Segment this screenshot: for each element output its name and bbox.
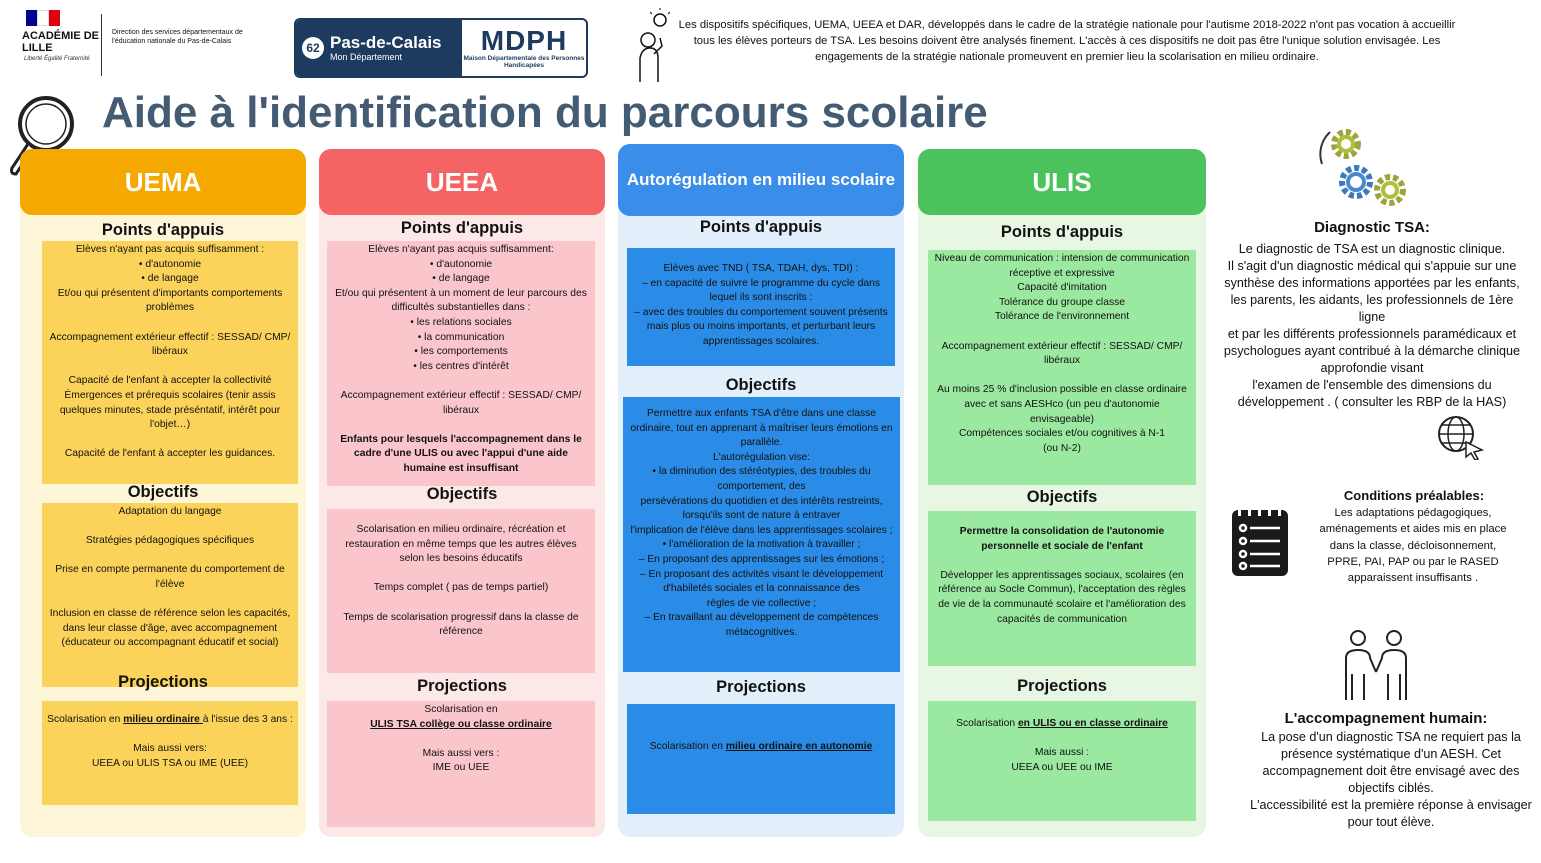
ueea-projections-box xyxy=(327,701,595,827)
text-line xyxy=(332,567,590,582)
text-line: Accompagnement extérieur effectif : SESSAD/ CMP/ libéraux xyxy=(941,340,1183,367)
conditions-title: Conditions préalables: xyxy=(1343,488,1485,503)
ulis-objectifs-list xyxy=(933,554,1191,627)
text-line: l'examen de l'ensemble des dimensions du développement . ( consulter les RBP de la HAS) xyxy=(1237,378,1507,409)
column-header-ulis: ULIS xyxy=(918,149,1206,215)
ulis-points-list xyxy=(933,252,1191,456)
text-line xyxy=(47,433,293,448)
text-line xyxy=(47,593,293,608)
ulis-objectifs-box xyxy=(928,511,1196,666)
text-line: Permettre aux enfants TSA d'être dans une classe ordinaire, tout en apprenant à maîtriser leurs émotions en parallèle. xyxy=(630,408,893,449)
accompagnement-title: L'accompagnement humain: xyxy=(1284,710,1488,727)
text-line: • l'amélioration de la motivation à travailler ; xyxy=(662,539,861,551)
text-line: Elèves n'ayant pas acquis suffisamment: xyxy=(368,244,554,255)
section-title-projections: Projections xyxy=(716,678,806,696)
text-line: • les centres d'intérêt xyxy=(413,360,509,372)
text-line: • d'autonomie xyxy=(429,258,493,270)
text-line: • les relations sociales xyxy=(410,316,512,328)
mdph-fullname: Maison Départementale des Personnes Handicapées xyxy=(463,55,585,69)
text-line xyxy=(47,520,293,535)
republic-motto: Liberté Égalité Fraternité xyxy=(24,56,90,62)
text-line: • de langage xyxy=(141,273,199,285)
auto-points-list xyxy=(632,262,890,350)
two-people-icon xyxy=(1340,628,1412,702)
auto-points-box xyxy=(627,248,895,366)
projection-also: Mais aussi : xyxy=(1034,747,1090,759)
text-line: – En travaillant au développement de compétences métacognitives. xyxy=(644,612,879,638)
column-autoregulation xyxy=(618,144,904,837)
text-line: Adaptation du langage xyxy=(118,506,222,517)
column-uema xyxy=(20,149,306,837)
text-line: Accompagnement extérieur effectif : SESSAD/ CMP/ libéraux xyxy=(340,389,582,416)
text-line: Niveau de communication : intension de communication réceptive et expressive xyxy=(934,253,1190,279)
text-line: • de langage xyxy=(432,273,490,285)
text-line: Le diagnostic de TSA est un diagnostic clinique. xyxy=(1238,242,1506,256)
academie-name: ACADÉMIE DE LILLE xyxy=(22,30,100,54)
text-line: L'autorégulation vise: xyxy=(713,451,810,463)
text-line: Tolérance de l'environnement xyxy=(994,311,1130,323)
dsden-label: Direction des services départementaux de l'éducation nationale du Pas-de-Calais xyxy=(112,29,243,45)
text-line: Émergences et prérequis scolaires (tenir assis quelques minutes, stade préséntatif, intérêt pour l'objet…) xyxy=(59,389,281,431)
text-line xyxy=(47,316,293,331)
accompagnement-text xyxy=(1246,729,1536,831)
ueea-objectifs-box xyxy=(327,509,595,673)
ulis-points-box xyxy=(928,250,1196,485)
projection-highlight: milieu ordinaire xyxy=(123,714,203,725)
page-title: Aide à l'identification du parcours scolaire xyxy=(102,88,988,137)
section-title-points: Points d'appuis xyxy=(400,219,524,237)
text-line: Temps de scolarisation progressif dans la classe de référence xyxy=(343,611,579,638)
text-line: – avec des troubles du comportement souvent présents mais plus ou moins importants, et perturbant leurs apprentissages scolaires. xyxy=(634,306,888,347)
text-line: Stratégies pédagogiques spécifiques xyxy=(85,535,255,547)
section-title-objectifs: Objectifs xyxy=(1026,488,1098,506)
projection-also: Mais aussi vers: xyxy=(133,743,207,755)
projection-alternatives: UEEA ou ULIS TSA ou IME (UEE) xyxy=(91,757,249,769)
column-ueea xyxy=(319,149,605,837)
text-line: • d'autonomie xyxy=(138,258,202,270)
ueea-objectifs-list xyxy=(332,523,590,640)
dept-number-badge: 62 xyxy=(302,37,324,59)
projection-also: Mais aussi vers : xyxy=(422,747,500,759)
gears-icon xyxy=(1300,124,1416,214)
text-line xyxy=(332,596,590,611)
text-line: Compétences sociales et/ou cognitives à N-1 xyxy=(958,428,1166,440)
section-title-points: Points d'appuis xyxy=(1000,223,1124,241)
text-line: (ou N-2) xyxy=(1043,442,1081,454)
diagnostic-text xyxy=(1216,241,1528,411)
ulis-objectifs-bold: Permettre la consolidation de l'autonomie personnelle et sociale de l'enfant xyxy=(959,526,1165,552)
text-line: – En proposant des apprentissages sur les émotions ; xyxy=(638,553,885,565)
text-line: Il s'agit d'un diagnostic médical qui s'appuie sur une synthèse des informations apportées par les enfants, les parents, les aidants, les professionnels de 1ère ligne xyxy=(1224,259,1520,324)
section-title-objectifs: Objectifs xyxy=(426,485,498,503)
section-title-projections: Projections xyxy=(417,677,507,695)
projection-text: Scolarisation en xyxy=(47,714,124,725)
projection-highlight: milieu ordinaire en autonomie xyxy=(725,741,873,752)
intro-text: Les dispositifs spécifiques, UEMA, UEEA et DAR, développés dans le cadre de la stratégie nationale pour l'autisme 2018-2022 n'ont pas vocation à accueillir tous les élèves porteurs de TSA. Les besoins doivent être analysés finement. L'accès à ces dispositifs ne doit pas être l'unique solution envisagée. Les engagements de la stratégie nationale promeuvent en premier lieu la scolarisation en milieu ordinaire. xyxy=(678,19,1456,63)
text-line: • la diminution des stéréotypies, des troubles du comportement, des xyxy=(652,466,871,492)
dept-name: Pas-de-Calais xyxy=(330,33,442,52)
text-line: Prise en compte permanente du comportement de l'élève xyxy=(55,564,285,590)
text-line xyxy=(47,360,293,375)
text-line: – en capacité de suivre le programme du cycle dans lequel ils sont inscrits : xyxy=(641,277,881,304)
french-flag-icon xyxy=(26,10,60,26)
projection-highlight: en ULIS ou en classe ordinaire xyxy=(1017,718,1168,729)
conditions-text: Les adaptations pédagogiques, aménagements et aides mis en place dans la classe, décloisonnement, PPRE, PAI, PAP ou par le RASED apparaissent insuffisants . xyxy=(1319,507,1507,585)
mdph-logo xyxy=(294,18,588,78)
header-divider xyxy=(101,14,102,76)
text-line: • les comportements xyxy=(414,346,508,358)
text-line: et par les différents professionnels paramédicaux et psychologues ayant contribué à la démarche clinique approfondie visant xyxy=(1223,327,1521,375)
academie-logo xyxy=(14,10,104,63)
text-line: Développer les apprentissages sociaux, scolaires (en référence au Socle Commun), l'acceptation des règles de vie de la communauté scolaire et l'amélioration des capacités de communication xyxy=(938,569,1186,625)
text-line: Capacité de l'enfant à accepter la collectivité xyxy=(68,375,272,387)
accompagnement-text-2: L'accessibilité est la première réponse à envisager pour tout élève. xyxy=(1250,798,1532,829)
uema-objectifs-box xyxy=(42,503,298,687)
text-line xyxy=(933,325,1191,340)
ueea-points-list xyxy=(332,243,590,433)
uema-projections-box xyxy=(42,701,298,805)
mdph-acronym: MDPH xyxy=(480,25,568,56)
text-line xyxy=(933,554,1191,569)
ueea-points-box xyxy=(327,241,595,486)
column-ulis xyxy=(918,149,1206,837)
text-line xyxy=(332,418,590,433)
text-line: • la communication xyxy=(417,331,505,343)
ulis-projections-box xyxy=(928,701,1196,821)
section-title-points: Points d'appuis xyxy=(699,218,823,236)
projection-text: Scolarisation en xyxy=(424,704,498,715)
text-line: Accompagnement extérieur effectif : SESSAD/ CMP/ libéraux xyxy=(49,331,291,358)
text-line: règles de vie collective ; xyxy=(706,597,817,609)
text-line: Au moins 25 % d'inclusion possible en classe ordinaire avec et sans AESHco (un peu d'autonomie envisageable) xyxy=(937,384,1187,425)
text-line: – En proposant des activités visant le développement d'habiletés sociales et la connaissance des xyxy=(639,568,884,595)
text-line: Temps complet ( pas de temps partiel) xyxy=(373,582,549,594)
diagnostic-lines xyxy=(1216,241,1528,411)
section-title-projections: Projections xyxy=(1017,677,1107,695)
projection-text: Scolarisation en xyxy=(649,741,726,752)
projection-highlight: ULIS TSA collège ou classe ordinaire xyxy=(370,718,552,730)
text-line: Et/ou qui présentent à un moment de leur parcours des difficultés substantielles dans : xyxy=(335,287,587,314)
diagnostic-title: Diagnostic TSA: xyxy=(1314,219,1430,236)
text-line: Capacité d'imitation xyxy=(1017,282,1107,294)
text-line: Tolérance du groupe classe xyxy=(999,296,1125,308)
text-line: Et/ou qui présentent d'importants comportements problèmes xyxy=(57,287,283,314)
section-title-objectifs: Objectifs xyxy=(127,483,199,501)
thinking-person-icon xyxy=(636,8,672,84)
accompagnement-text-1: La pose d'un diagnostic TSA ne requiert pas la présence systématique d'un AESH. Cet accompagnement doit être envisagé avec des objectifs ciblés. xyxy=(1261,730,1521,795)
projection-text-end: à l'issue des 3 ans : xyxy=(202,714,293,725)
projection-text: Scolarisation xyxy=(956,718,1018,729)
section-title-objectifs: Objectifs xyxy=(725,376,797,394)
column-header-autoregulation: Autorégulation en milieu scolaire xyxy=(618,144,904,216)
text-line: Capacité de l'enfant à accepter les guidances. xyxy=(64,448,276,460)
auto-projections-box xyxy=(627,704,895,814)
dept-subtitle: Mon Département xyxy=(330,52,403,62)
section-title-points: Points d'appuis xyxy=(101,221,225,239)
ueea-points-bold: Enfants pour lesquels l'accompagnement dans le cadre d'une ULIS ou avec l'appui d'une aide humaine est insuffisant xyxy=(340,433,582,474)
checklist-icon xyxy=(1230,506,1290,578)
text-line: l'implication de l'élève dans les apprentissages scolaires ; xyxy=(630,524,893,536)
globe-cursor-icon xyxy=(1436,414,1484,460)
auto-objectifs-box xyxy=(623,397,900,672)
text-line: Scolarisation en milieu ordinaire, récréation et restauration en même temps que les autres élèves selon les besoins éducatifs xyxy=(345,524,577,565)
text-line: Elèves avec TND ( TSA, TDAH, dys, TDI) : xyxy=(663,263,859,274)
text-line: Inclusion en classe de référence selon les capacités, dans leur classe d'âge, avec accompagnement (éducateur ou accompagnant éducatif et social) xyxy=(49,608,291,649)
uema-objectifs-list xyxy=(47,505,293,651)
uema-points-list xyxy=(47,243,293,462)
projection-alternatives: UEEA ou UEE ou IME xyxy=(1011,761,1113,773)
text-line xyxy=(332,374,590,389)
text-line xyxy=(933,369,1191,384)
text-line: persévérations du quotidien et des intérêts restreints, lorsqu'ils sont de nature à entraver xyxy=(640,495,883,522)
column-header-ueea: UEEA xyxy=(319,149,605,215)
uema-points-box xyxy=(42,241,298,484)
projection-alternatives: IME ou UEE xyxy=(432,762,490,774)
section-title-projections: Projections xyxy=(118,673,208,691)
auto-objectifs-list xyxy=(628,407,895,641)
text-line xyxy=(47,549,293,564)
text-line: Elèves n'ayant pas acquis suffisamment : xyxy=(75,244,265,255)
column-header-uema: UEMA xyxy=(20,149,306,215)
